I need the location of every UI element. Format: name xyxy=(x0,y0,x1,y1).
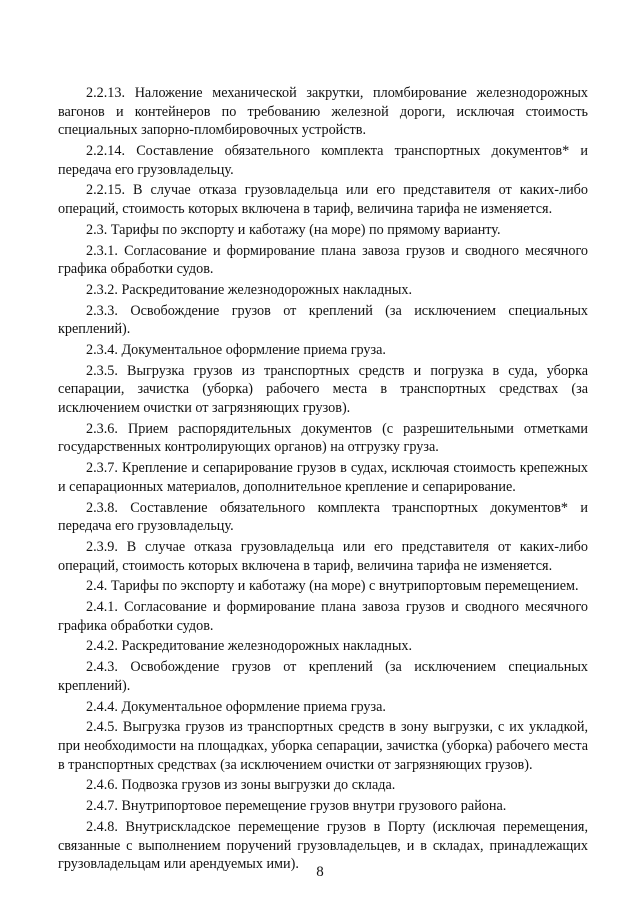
paragraph-2-4-8: 2.4.8. Внутрискладское перемещение грузов в Порту (исключая перемещения, связанные с выполнением поручений грузовладельцев, и в складах, принадлежащих грузовладельцам или арендуемых ими). xyxy=(58,818,588,873)
paragraph-2-3-7: 2.3.7. Крепление и сепарирование грузов в судах, исключая стоимость крепежных и сепарационных материалов, дополнительное крепление и сепарирование. xyxy=(58,460,588,495)
paragraph-2-4-3: 2.4.3. Освобождение грузов от креплений (за исключением специальных креплений). xyxy=(58,659,588,694)
paragraph-2-4-7: 2.4.7. Внутрипортовое перемещение грузов внутри грузового района. xyxy=(86,798,507,815)
paragraph-2-2-14: 2.2.14. Составление обязательного комплекта транспортных документов* и передача его грузовладельцу. xyxy=(58,142,588,178)
paragraph-2-3-2: 2.3.2. Раскредитование железнодорожных накладных. xyxy=(86,281,413,298)
paragraph-2-2-15: 2.2.15. В случае отказа грузовладельца или его представителя от каких-либо операций, стоимость которых включена в тариф, величина тарифа не изменяется. xyxy=(58,182,588,217)
paragraph-2-4-5: 2.4.5. Выгрузка грузов из транспортных средств в зону выгрузки, с их укладкой, при необходимости на площадках, уборка сепарации, зачистка (уборка) рабочего места в транспортных средствах (за исключением очистки от загрязняющих грузов). xyxy=(58,719,588,773)
paragraph-2-3-9: 2.3.9. В случае отказа грузовладельца или его представителя от каких-либо операций, стоимость которых включена в тариф, величина тарифа не изменяется. xyxy=(58,538,588,574)
paragraph-2-3-6: 2.3.6. Прием распорядительных документов (с разрешительными отметками государственных контролирующих органов) на отгрузку груза. xyxy=(58,420,588,456)
section-heading-2-3: 2.3. Тарифы по экспорту и каботажу (на море) по прямому варианту. xyxy=(86,221,501,238)
page-number: 8 xyxy=(316,864,324,880)
paragraph-2-3-3: 2.3.3. Освобождение грузов от креплений (за исключением специальных креплений). xyxy=(58,302,588,338)
paragraph-2-4-2: 2.4.2. Раскредитование железнодорожных накладных. xyxy=(86,638,413,655)
paragraph-2-2-13: 2.2.13. Наложение механической закрутки, пломбирование железнодорожных вагонов и контейнеров по требованию железной дороги, исключая стоимость специальных запорно-пломбировочных устройств. xyxy=(58,85,588,139)
paragraph-2-3-1: 2.3.1. Согласование и формирование плана завоза грузов и сводного месячного графика обработки судов. xyxy=(58,242,588,278)
section-heading-2-4: 2.4. Тарифы по экспорту и каботажу (на море) с внутрипортовым перемещением. xyxy=(86,578,579,595)
document-body xyxy=(58,84,588,876)
paragraph-2-3-8: 2.3.8. Составление обязательного комплекта транспортных документов* и передача его грузовладельцу. xyxy=(58,499,588,535)
paragraph-2-3-5: 2.3.5. Выгрузка грузов из транспортных средств и погрузка в суда, уборка сепарации, зачистка (уборка) рабочего места в транспортных средствах (за исключением очистки от загрязняющих грузов). xyxy=(58,362,588,416)
paragraph-2-4-1: 2.4.1. Согласование и формирование плана завоза грузов и сводного месячного графика обработки судов. xyxy=(58,599,588,634)
paragraph-2-4-6: 2.4.6. Подвозка грузов из зоны выгрузки до склада. xyxy=(86,777,396,794)
paragraph-2-4-4: 2.4.4. Документальное оформление приема груза. xyxy=(86,698,386,715)
paragraph-2-3-4: 2.3.4. Документальное оформление приема груза. xyxy=(86,342,386,359)
